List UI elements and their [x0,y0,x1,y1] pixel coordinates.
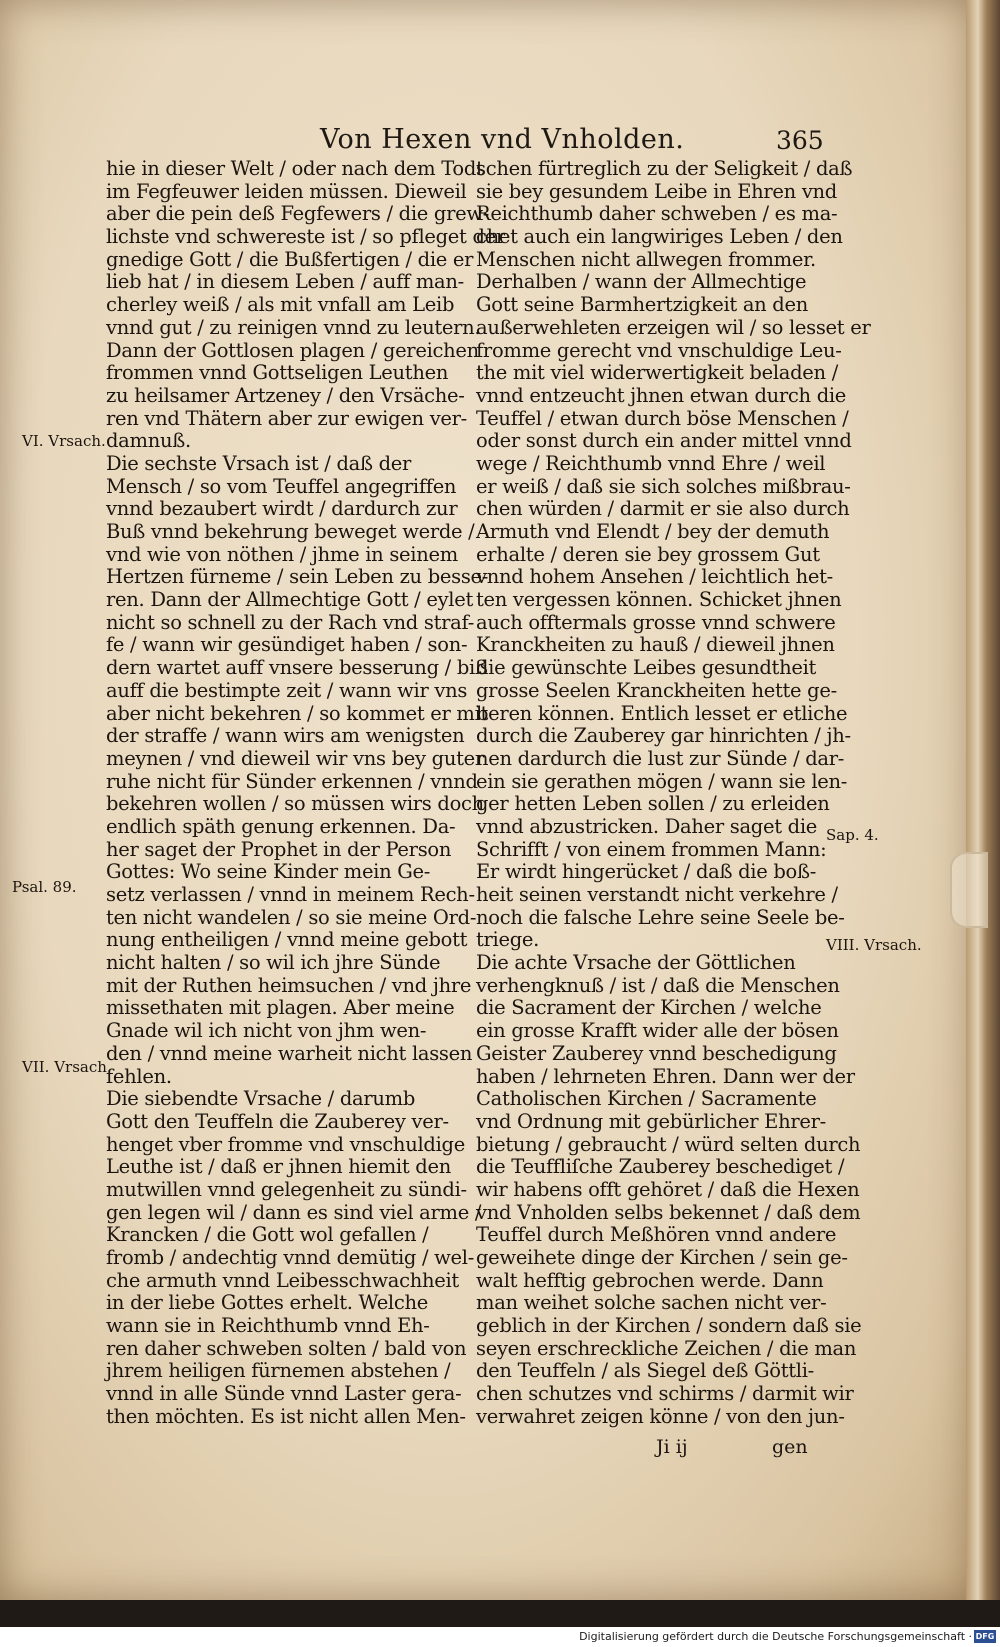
text-line: meynen / vnd dieweil wir vns bey guter [106,746,484,770]
text-line: oder sonst durch ein ander mittel vnnd [476,429,852,453]
text-line: noch die falsche Lehre seine Seele be- [476,905,845,929]
text-line: verhengknuß / ist / daß die Menschen [476,973,840,997]
text-line: vnnd in alle Sünde vnnd Laster gera- [106,1382,462,1406]
text-line: die Sacrament der Kirchen / welche [476,996,822,1020]
text-line: Krancken / die Gott wol gefallen / [106,1223,429,1247]
text-line: die Teuffliſche Zauberey beschediget / [476,1155,845,1179]
book-spine-edge [966,0,1000,1600]
text-line: aber nicht bekehren / so kommet er mit [106,701,489,725]
text-line: Hertzen fürneme / sein Leben zu besse- [106,565,489,589]
text-line: Leuthe ist / daß er jhnen hiemit den [106,1155,451,1179]
text-line: er weiß / daß sie sich solches mißbrau- [476,474,851,498]
text-line: verwahret zeigen könne / von den jun- [476,1404,845,1428]
text-line: Armuth vnd Elendt / bey der demuth [476,520,830,543]
text-line: mit der Ruthen heimsuchen / vnd jhre [106,973,472,997]
text-line: grosse Seelen Kranckheiten hette ge- [476,678,837,702]
scan-bottom-band [0,1600,1000,1627]
text-line: ten vergessen können. Schicket jhnen [476,588,842,612]
text-line: nicht so schnell zu der Rach vnd straf- [106,610,474,634]
text-line: außerwehleten erzeigen wil / so lesset er [476,315,871,339]
text-line: geblich in der Kirchen / sondern daß sie [476,1314,862,1338]
text-line: chen würden / darmit er sie also durch [476,497,850,521]
text-line: vnnd gut / zu reinigen vnnd zu leutern. [106,315,481,339]
text-line: den Teuffeln / als Siegel deß Göttli- [476,1359,814,1383]
text-line: vnd wie von nöthen / jhme in seinem [106,542,458,566]
text-line: missethaten mit plagen. Aber meine [106,996,455,1020]
text-line: ger hetten Leben sollen / zu erleiden [476,792,830,816]
text-line: setz verlassen / vnnd in meinem Rech- [106,883,475,906]
page-tab-marker [950,852,988,928]
margin-note-viii: VIII. Vrsach. [826,936,922,954]
margin-note-vi: VI. Vrsach. [22,432,106,450]
text-line: Catholischen Kirchen / Sacramente [476,1087,817,1111]
text-line: Dann der Gottlosen plagen / gereichen [106,338,479,362]
text-line: frommen vnnd Gottseligen Leuthen [106,361,449,385]
text-line: ten nicht wandelen / so sie meine Ord- [106,905,477,929]
text-line: wege / Reichthumb vnnd Ehre / weil [476,451,826,475]
text-line: Schrifft / von einem frommen Mann: [476,837,827,861]
text-line: nicht halten / so wil ich jhre Sünde [106,951,441,975]
footer-credit-text: Digitalisierung gefördert durch die Deutsche Forschungsgemeinschaft · [579,1630,972,1643]
text-line: Die sechste Vrsach ist / daß der [106,451,412,475]
text-line: seyen erschreckliche Zeichen / die man [476,1336,857,1360]
text-line: schen fürtreglich zu der Seligkeit / daß [476,157,853,180]
text-line: wir habens offt gehöret / daß die Hexen [476,1177,860,1201]
text-line: lieb hat / in diesem Leben / auff man- [106,270,464,294]
catchword: gen [772,1436,808,1458]
text-line: henget vber fromme vnd vnschuldige [106,1132,465,1156]
text-line: der straffe / wann wirs am wenigsten [106,724,465,748]
text-line: man weihet solche sachen nicht ver- [476,1291,827,1315]
text-line: fromme gerecht vnd vnschuldige Leu- [476,338,842,362]
text-line: sie bey gesundem Leibe in Ehren vnd [476,179,837,203]
folio-number: 365 [776,126,824,155]
text-line: ren daher schweben solten / bald von [106,1336,467,1360]
text-line: Teuffel / etwan durch böse Menschen / [476,406,849,430]
text-line: Gottes: Wo seine Kinder mein Ge- [106,860,431,884]
text-line: vnnd abzustricken. Daher saget die [476,814,818,838]
text-line: damnuß. [106,429,191,453]
text-line: Reichthumb daher schweben / es ma- [476,202,838,226]
margin-note-psal: Psal. 89. [12,878,77,896]
text-line: ren. Dann der Allmechtige Gott / eylet [106,588,474,612]
text-line: the mit viel widerwertigkeit beladen / [476,361,838,385]
text-line: Gott den Teuffeln die Zauberey ver- [106,1109,449,1133]
text-line: hie in dieser Welt / oder nach dem Todt [106,157,484,180]
text-line: vnnd hohem Ansehen / leichtlich het- [476,565,833,589]
text-line: triege. [476,928,540,952]
text-line: Buß vnnd bekehrung beweget werde / [106,520,475,543]
text-line: Er wirdt hingerücket / daß die boß- [476,860,816,884]
text-line: bietung / gebraucht / würd selten durch [476,1132,861,1156]
text-line: Derhalben / wann der Allmechtige [476,270,807,294]
text-line: mutwillen vnnd gelegenheit zu sündi- [106,1177,467,1201]
text-line: endlich späth genung erkennen. Da- [106,814,456,838]
text-line: nen dardurch die lust zur Sünde / dar- [476,746,845,770]
text-line: Kranckheiten zu hauß / dieweil jhnen [476,633,835,657]
text-line: wann sie in Reichthumb vnnd Eh- [106,1314,430,1338]
text-line: lichste vnd schwereste ist / so pfleget der [106,225,505,249]
text-line: Teuffel durch Meßhören vnnd andere [476,1223,837,1247]
footer-bar [0,1627,1000,1647]
text-line: vnnd entzeucht jhnen etwan durch die [476,383,847,407]
text-line: heit seinen verstandt nicht verkehre / [476,883,838,906]
text-line: fromb / andechtig vnnd demütig / wel- [106,1246,475,1269]
text-line: then möchten. Es ist nicht allen Men- [106,1404,466,1428]
text-line: chet auch ein langwiriges Leben / den [476,225,843,249]
text-line: ein sie gerathen mögen / wann sie len- [476,769,848,793]
text-line: bekehren wollen / so müssen wirs doch [106,792,484,816]
text-line: beren können. Entlich lesset er etliche [476,701,848,725]
text-line: geweihete dinge der Kirchen / sein ge- [476,1246,848,1269]
text-line: den / vnnd meine warheit nicht lassen [106,1041,473,1065]
text-line: ein grosse Krafft wider alle der bösen [476,1019,839,1043]
text-line: ren vnd Thätern aber zur ewigen ver- [106,406,467,430]
text-line: gen legen wil / dann es sind viel arme / [106,1200,482,1224]
text-line: walt hefftig gebrochen werde. Dann [476,1268,824,1292]
text-line: Gott seine Barmhertzigkeit an den [476,293,808,317]
text-line: Menschen nicht allwegen frommer. [476,247,816,271]
text-line: che armuth vnnd Leibesschwachheit [106,1268,459,1292]
text-line: jhrem heiligen fürnemen abstehen / [106,1359,451,1383]
margin-note-vii: VII. Vrsach. [22,1058,112,1076]
text-line: fe / wann wir gesündiget haben / son- [106,633,468,657]
text-line: chen schutzes vnd schirms / darmit wir [476,1382,854,1406]
text-line: auff die bestimpte zeit / wann wir vns [106,678,468,702]
text-line: Geister Zauberey vnnd beschedigung [476,1041,837,1065]
text-line: im Fegfeuwer leiden müssen. Dieweil [106,179,467,203]
text-line: ruhe nicht für Sünder erkennen / vnnd [106,769,478,793]
text-line: in der liebe Gottes erhelt. Welche [106,1291,428,1315]
text-line: gnedige Gott / die Bußfertigen / die er [106,247,474,271]
text-line: aber die pein deß Fegfewers / die grew- [106,202,490,226]
text-line: dern wartet auff vnsere besserung / biß [106,656,488,680]
text-line: zu heilsamer Artzeney / den Vrsäche- [106,383,465,407]
text-line: vnd Vnholden selbs bekennet / daß dem [476,1200,861,1224]
text-line: erhalte / deren sie bey grossem Gut [476,542,820,566]
text-line: durch die Zauberey gar hinrichten / jh- [476,724,851,748]
text-line: Mensch / so vom Teuffel angegriffen [106,474,457,498]
text-line: Die siebendte Vrsache / darumb [106,1087,416,1111]
text-line: Gnade wil ich nicht von jhm wen- [106,1019,427,1043]
text-line: cherley weiß / als mit vnfall am Leib [106,293,455,317]
text-line: vnd Ordnung mit gebürlicher Ehrer- [476,1109,826,1133]
text-line: vnnd bezaubert wirdt / dardurch zur [106,497,458,521]
text-line: Die achte Vrsache der Göttlichen [476,951,796,975]
margin-note-sap: Sap. 4. [826,826,879,844]
signature-mark: Ji ij [656,1436,688,1458]
text-line: her saget der Prophet in der Person [106,837,452,861]
text-line: haben / lehrneten Ehren. Dann wer der [476,1064,855,1088]
text-line: nung entheiligen / vnnd meine gebott [106,928,468,952]
text-line: fehlen. [106,1064,172,1088]
text-line: auch offtermals grosse vnnd schwere [476,610,836,634]
text-line: die gewünschte Leibes gesundtheit [476,656,817,680]
dfg-logo: DFG [975,1632,995,1641]
left-text-column [106,157,505,1429]
running-head: Von Hexen vnd Vnholden. [320,124,685,155]
